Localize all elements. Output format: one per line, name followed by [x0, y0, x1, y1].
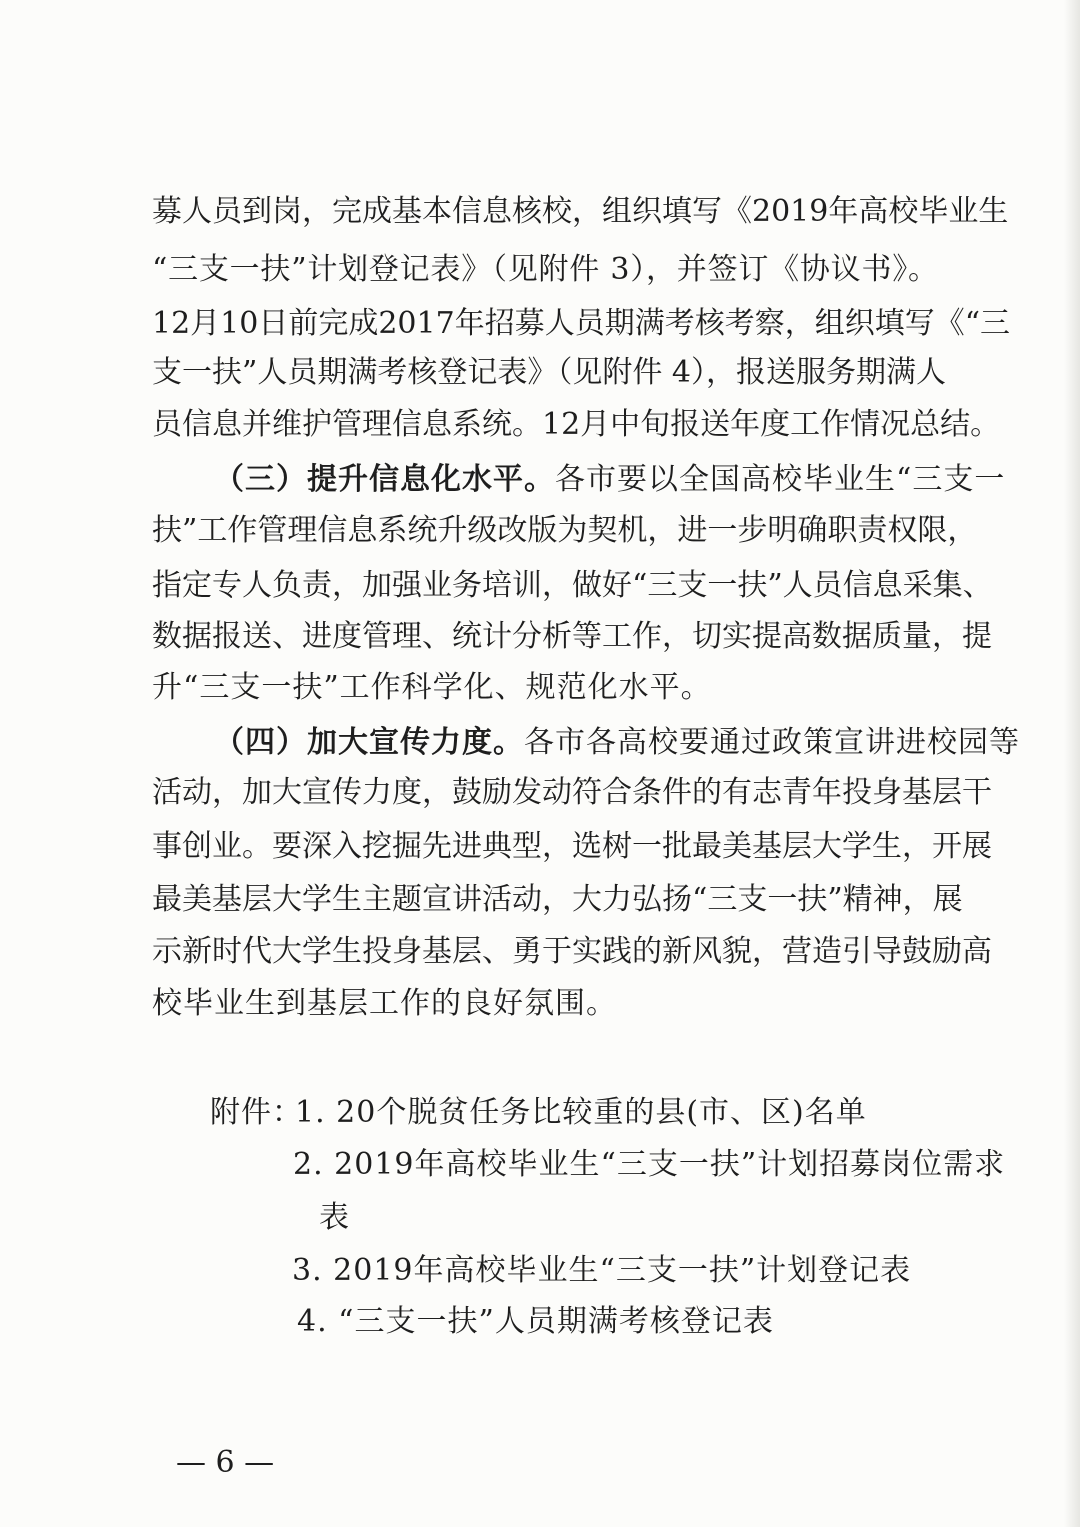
section3-first-line-text: 各市要以全国高校毕业生“三支一: [555, 462, 1006, 497]
section3-line: 升“三支一扶”工作科学化、规范化水平。: [152, 670, 712, 705]
section4-line: 校毕业生到基层工作的良好氛围。: [152, 986, 617, 1021]
section4-heading: （四）加大宣传力度。: [214, 725, 524, 760]
attachments-label: 附件：: [210, 1095, 303, 1130]
body-line: 员信息并维护管理信息系统。12月中旬报送年度工作情况总结。: [152, 407, 1001, 442]
section4-line: 事创业。要深入挖掘先进典型，选树一批最美基层大学生，开展: [152, 829, 992, 864]
attachment-item: 2. 2019年高校毕业生“三支一扶”计划招募岗位需求: [293, 1147, 1006, 1182]
section3-line: 数据报送、进度管理、统计分析等工作，切实提高数据质量，提: [152, 619, 992, 654]
section3-line: 指定专人负责，加强业务培训，做好“三支一扶”人员信息采集、: [152, 568, 993, 603]
section4-first-line: [214, 723, 1020, 763]
attachment-item-continuation: 表: [319, 1200, 350, 1235]
section4-line: 最美基层大学生主题宣讲活动，大力弘扬“三支一扶”精神，展: [152, 882, 963, 917]
body-line: 支一扶”人员期满考核登记表》（见附件 4），报送服务期满人: [152, 355, 946, 390]
body-line: 募人员到岗，完成基本信息核校，组织填写《2019年高校毕业生: [152, 194, 1009, 229]
attachment-item: 4. “三支一扶”人员期满考核登记表: [297, 1304, 774, 1339]
section4-line: 活动，加大宣传力度，鼓励发动符合条件的有志青年投身基层干: [152, 775, 992, 810]
section3-line: 扶”工作管理信息系统升级改版为契机，进一步明确职责权限，: [152, 513, 978, 548]
attachment-item: 1. 20个脱贫任务比较重的县(市、区)名单: [295, 1095, 867, 1130]
body-line: 12月10日前完成2017年招募人员期满考核考察，组织填写《“三: [152, 306, 1011, 341]
section4-line: 示新时代大学生投身基层、勇于实践的新风貌，营造引导鼓励高: [152, 934, 992, 969]
section4-first-line-text: 各市各高校要通过政策宣讲进校园等: [524, 725, 1020, 760]
section3-first-line: [214, 460, 1006, 500]
body-line: “三支一扶”计划登记表》（见附件 3），并签订《协议书》。: [152, 252, 938, 287]
section3-heading: （三）提升信息化水平。: [214, 462, 555, 497]
attachment-item: 3. 2019年高校毕业生“三支一扶”计划登记表: [292, 1253, 912, 1288]
page-number: — 6 —: [176, 1445, 275, 1480]
